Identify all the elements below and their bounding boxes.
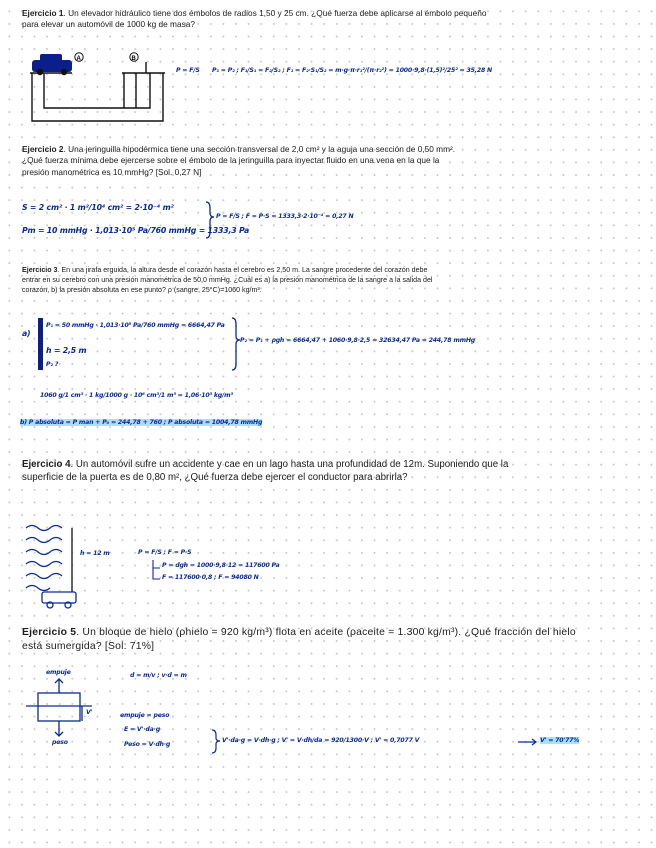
- ex2-line2: Pm = 10 mmHg · 1,013·10⁵ Pa/760 mmHg = 1333,3 Pa: [22, 226, 250, 235]
- exercise-4-statement: Ejercicio 4. Un automóvil sufre un accidente y cae en un lago hasta una profundidad de 12m. Suponiendo que la superficie de la puerta es de 0,80 m², ¿Qué fuerza debe ejercer el conductor para abrirla?: [22, 459, 509, 484]
- exercise-3-title: Ejercicio 3: [22, 266, 58, 274]
- exercise-2-title: Ejercicio 2: [22, 144, 64, 154]
- ex2-line1: S = 2 cm² · 1 m²/10⁴ cm² = 2·10⁻⁴ m²: [22, 203, 174, 212]
- ice-block-figure: [26, 679, 92, 736]
- arrow-ex4-1: [153, 560, 160, 568]
- ex5-fig-vprime: V': [86, 709, 93, 716]
- brace-ex3: [232, 318, 240, 370]
- exercise-3-statement: Ejercicio 3. En una jirafa erguida, la altura desde el corazón hasta el cerebro es 2,50 m. La sangre procedente del corazón debe entrar en su cerebro con una presión manométrica de 50,0 mmHg. ¿Cuál es a) la presión manométrica de la sangre a la salida del corazón, b) la presión absoluta en ese punto? ρ (sangre, 25°C)=1060 kg/m³.: [22, 266, 433, 294]
- exercise-5-statement: Ejercicio 5. Un bloque de hielo (ρhielo = 920 kg/m³) flota en aceite (ρaceite = 1.300 kg/m³). ¿Qué fracción del hielo está sumergida? [Sol: 71%]: [22, 627, 576, 653]
- label-b: B: [131, 56, 136, 62]
- ex1-formula: P = F/S: [176, 67, 200, 74]
- ex4-h: h = 12 m: [80, 550, 110, 557]
- ex3-conversion: 1060 g/1 cm³ · 1 kg/1000 g · 10⁶ cm³/1 m³ = 1,06·10³ kg/m³: [40, 392, 233, 399]
- ex1-solution: P₁ = P₂ ; F₁/S₁ = F₂/S₂ ; F₁ = F₂·S₁/S₂ = m·g·π·r₁²/(π·r₂²) = 1000·9,8·(1,5)²/25² = 35,28 N: [212, 67, 492, 74]
- ex3-h: h = 2,5 m: [46, 346, 87, 355]
- ex5-empuje-eq: empuje = peso: [120, 712, 170, 719]
- bar-ex3: [38, 318, 43, 370]
- ex5-e: E = V'·da·g: [124, 726, 160, 733]
- ex2-result: P = F/S ; F = P·S = 1333,3·2·10⁻⁴ = 0,27 N: [216, 213, 354, 220]
- ex5-fig-peso: peso: [52, 739, 68, 746]
- arrow-ex4-2: [153, 568, 160, 579]
- ex5-final: V'·da·g = V·dh·g ; V' = V·dh/da = 920/1300·V ; V' = 0,7077 V: [222, 737, 420, 744]
- lake-waves-figure: [26, 526, 72, 593]
- car-icon: [32, 54, 72, 75]
- exercise-4-title: Ejercicio 4: [22, 459, 71, 470]
- ex5-density: d = m/v ; v·d = m: [130, 672, 187, 679]
- ex3-main: P₂ = P₁ + ρgh = 6664,47 + 1060·9,8·2,5 = 32634,47 Pa = 244,78 mmHg: [240, 337, 476, 344]
- ex4-line2: F = 117600·0,8 ; F = 94080 N: [162, 574, 259, 581]
- exercise-5-title: Ejercicio 5: [22, 627, 77, 638]
- brace-ex5: [212, 730, 220, 753]
- label-a: A: [76, 56, 81, 62]
- ex5-peso: Peso = V·dh·g: [124, 741, 171, 748]
- ex5-answer: V' = 70'77%: [540, 737, 580, 744]
- ex4-formula: P = F/S ; F = P·S: [138, 549, 192, 556]
- exercise-1-title: Ejercicio 1: [22, 8, 64, 18]
- ex4-line1: P = dgh = 1000·9,8·12 = 117600 Pa: [162, 562, 280, 569]
- ex3-p2: P₂ ?: [46, 361, 59, 368]
- sunken-car-icon: [42, 592, 76, 608]
- ex3-p1: P₁ = 50 mmHg · 1,013·10⁵ Pa/760 mmHg = 6664,47 Pa: [46, 322, 225, 329]
- ex3-b: b) P absoluta = P man + P₀ = 244,78 + 760 ; P absoluta = 1004,78 mmHg: [20, 419, 263, 426]
- ex5-fig-empuje: empuje: [46, 669, 71, 676]
- exercise-2-statement: Ejercicio 2. Una jeringuilla hipodérmica tiene una sección transversal de 2,0 cm² y la aguja una sección de 0,50 mm². ¿Qué fuerza mínima debe ejercerse sobre el émbolo de la jeringuilla para inyectar fluido en una vena en la que la presión manométrica es 10 mmHg? [Sol. 0,27 N]: [22, 144, 456, 177]
- exercise-1-statement: Ejercicio 1. Un elevador hidráulico tiene dos émbolos de radios 1,50 y 25 cm. ¿Qué fuerza debe aplicarse al émbolo pequeño para elevar un automóvil de 1000 kg de masa?: [22, 8, 487, 30]
- ex3-a: a): [22, 329, 31, 338]
